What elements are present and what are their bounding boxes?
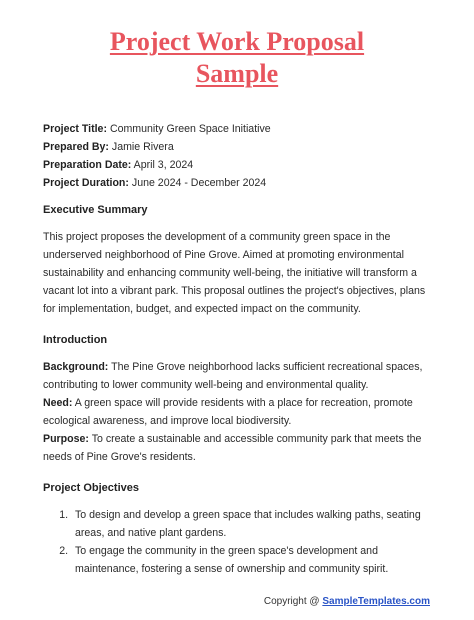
objective-item: 2. To engage the community in the green space's development and maintenance, fostering a sense of ownership and community spirit. xyxy=(71,542,438,578)
footer xyxy=(264,596,430,607)
background-paragraph xyxy=(43,358,438,394)
project-duration-label: Project Duration: xyxy=(43,177,129,189)
need-label: Need: xyxy=(43,397,73,409)
purpose-label: Purpose: xyxy=(43,433,89,445)
preparation-date-value: April 3, 2024 xyxy=(133,159,194,171)
purpose-text: To create a sustainable and accessible community park that meets the needs of Pine Grove's residents. xyxy=(43,433,422,463)
objectives-list xyxy=(43,506,438,578)
preparation-date-line xyxy=(43,156,438,174)
purpose-paragraph xyxy=(43,430,438,466)
project-title-label: Project Title: xyxy=(43,123,107,135)
project-title-line xyxy=(43,120,438,138)
need-paragraph xyxy=(43,394,438,430)
project-title-value: Community Green Space Initiative xyxy=(109,123,271,135)
document-body xyxy=(43,120,438,578)
site-link[interactable]: SampleTemplates.com xyxy=(322,596,430,607)
project-duration-line xyxy=(43,174,438,192)
prepared-by-line xyxy=(43,138,438,156)
document-title xyxy=(0,26,474,90)
project-duration-value: June 2024 - December 2024 xyxy=(131,177,267,189)
copyright-text: Copyright @ xyxy=(263,596,320,607)
title-line-2: Sample xyxy=(195,59,279,88)
need-text: A green space will provide residents with a place for recreation, promote ecological awareness, and improve local biodiversity. xyxy=(43,397,413,427)
background-text: The Pine Grove neighborhood lacks sufficient recreational spaces, contributing to lower community well-being and environmental quality. xyxy=(43,361,423,391)
title-line-1: Project Work Proposal xyxy=(109,27,365,56)
executive-summary-text: This project proposes the development of a community green space in the underserved neighborhood of Pine Grove. Aimed at promoting environmental sustainability and enhancing community well-being, the initiative will transform a vacant lot into a vibrant park. This proposal outlines the project's objectives, plans for implementation, budget, and expected impact on the community. xyxy=(43,231,426,315)
objectives-heading: Project Objectives xyxy=(43,482,139,494)
executive-summary-heading: Executive Summary xyxy=(43,204,148,216)
background-label: Background: xyxy=(43,361,109,373)
prepared-by-value: Jamie Rivera xyxy=(111,141,174,153)
objective-item: 1. To design and develop a green space that includes walking paths, seating areas, and native plant gardens. xyxy=(71,506,438,542)
prepared-by-label: Prepared By: xyxy=(43,141,109,153)
introduction-heading: Introduction xyxy=(43,334,108,346)
preparation-date-label: Preparation Date: xyxy=(43,159,132,171)
